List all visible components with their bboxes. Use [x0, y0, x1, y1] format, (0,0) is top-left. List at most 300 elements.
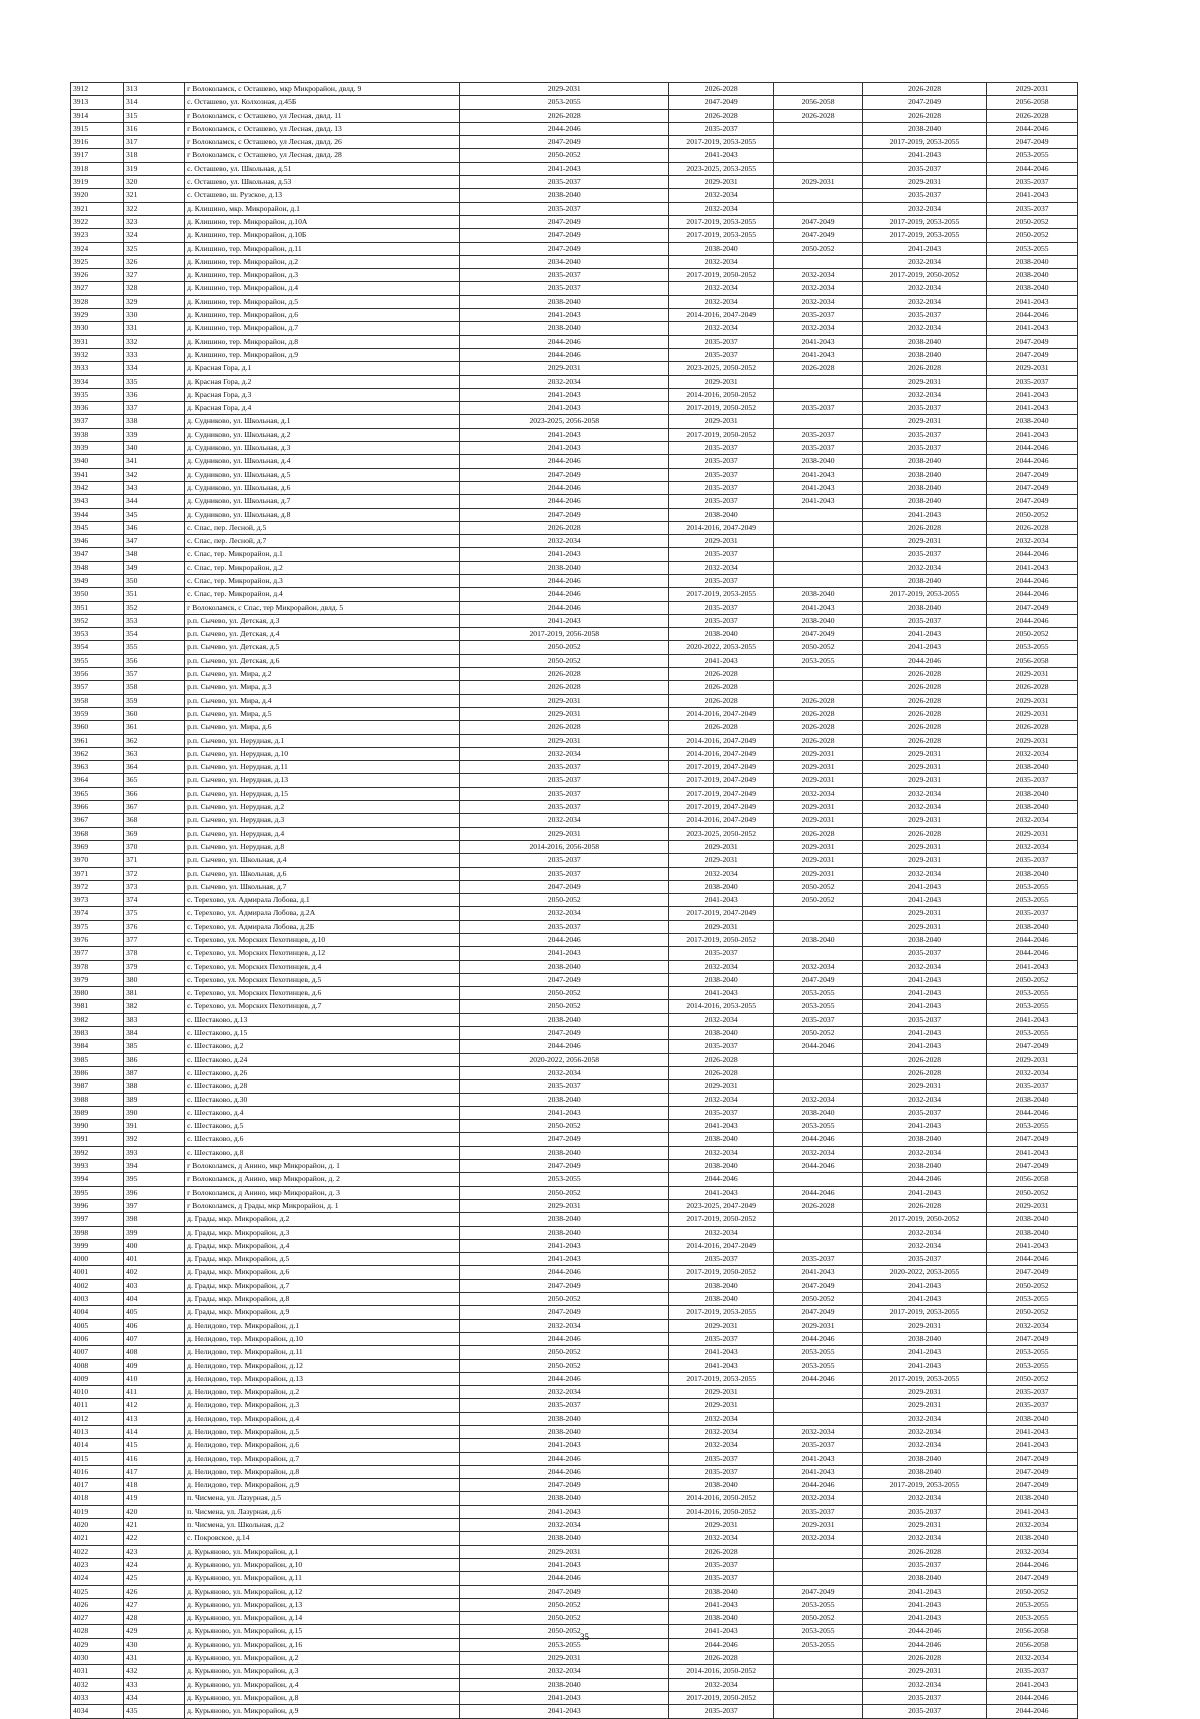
- period-5-cell: 2038-2040: [987, 1532, 1078, 1545]
- period-3-cell: 2053-2055: [774, 1359, 863, 1372]
- row-number-cell: 402: [123, 1266, 184, 1279]
- row-id-cell: 3995: [71, 1186, 124, 1199]
- period-1-cell: 2044-2046: [460, 1372, 669, 1385]
- period-4-cell: 2029-2031: [862, 1080, 986, 1093]
- period-4-cell: 2035-2037: [862, 1253, 986, 1266]
- row-number-cell: 324: [123, 229, 184, 242]
- period-5-cell: 2041-2043: [987, 1239, 1078, 1252]
- address-cell: д. Красная Гора, д.4: [185, 402, 460, 415]
- period-5-cell: 2038-2040: [987, 801, 1078, 814]
- period-2-cell: 2017-2019, 2050-2052: [669, 1213, 774, 1226]
- table-row: [71, 1465, 1078, 1478]
- address-cell: р.п. Сычево, ул. Мира, д.2: [185, 668, 460, 681]
- period-3-cell: 2044-2046: [774, 1479, 863, 1492]
- period-1-cell: 2032-2034: [460, 1519, 669, 1532]
- period-2-cell: 2017-2019, 2047-2049: [669, 761, 774, 774]
- row-id-cell: 3964: [71, 774, 124, 787]
- period-5-cell: 2044-2046: [987, 934, 1078, 947]
- period-5-cell: 2047-2049: [987, 1266, 1078, 1279]
- row-id-cell: 4019: [71, 1505, 124, 1518]
- table-row: [71, 468, 1078, 481]
- period-1-cell: 2026-2028: [460, 109, 669, 122]
- period-2-cell: 2026-2028: [669, 681, 774, 694]
- row-number-cell: 407: [123, 1332, 184, 1345]
- address-cell: д. Грады, мкр. Микрорайон, д.2: [185, 1213, 460, 1226]
- period-5-cell: 2044-2046: [987, 614, 1078, 627]
- period-2-cell: 2026-2028: [669, 694, 774, 707]
- period-4-cell: 2035-2037: [862, 1013, 986, 1026]
- period-4-cell: 2041-2043: [862, 1598, 986, 1611]
- period-4-cell: 2035-2037: [862, 614, 986, 627]
- table-row: [71, 1705, 1078, 1718]
- period-5-cell: 2056-2058: [987, 1625, 1078, 1638]
- row-number-cell: 388: [123, 1080, 184, 1093]
- period-4-cell: 2026-2028: [862, 1652, 986, 1665]
- row-number-cell: 358: [123, 681, 184, 694]
- row-number-cell: 335: [123, 375, 184, 388]
- period-3-cell: 2032-2034: [774, 322, 863, 335]
- period-4-cell: 2032-2034: [862, 787, 986, 800]
- row-id-cell: 3933: [71, 362, 124, 375]
- period-2-cell: 2014-2016, 2047-2049: [669, 707, 774, 720]
- period-4-cell: 2041-2043: [862, 1293, 986, 1306]
- period-2-cell: 2014-2016, 2050-2052: [669, 1505, 774, 1518]
- period-4-cell: 2026-2028: [862, 109, 986, 122]
- row-id-cell: 3915: [71, 122, 124, 135]
- table-row: [71, 920, 1078, 933]
- address-cell: с. Осташево, ул. Школьная, д.53: [185, 176, 460, 189]
- period-3-cell: 2041-2043: [774, 1452, 863, 1465]
- period-3-cell: 2026-2028: [774, 362, 863, 375]
- period-4-cell: 2029-2031: [862, 747, 986, 760]
- period-2-cell: 2014-2016, 2053-2055: [669, 1000, 774, 1013]
- period-4-cell: 2038-2040: [862, 934, 986, 947]
- table-row: [71, 601, 1078, 614]
- period-1-cell: 2047-2049: [460, 1279, 669, 1292]
- period-1-cell: 2044-2046: [460, 1332, 669, 1345]
- period-4-cell: 2041-2043: [862, 880, 986, 893]
- row-number-cell: 351: [123, 588, 184, 601]
- period-2-cell: 2017-2019, 2050-2052: [669, 1266, 774, 1279]
- period-1-cell: 2032-2034: [460, 1386, 669, 1399]
- address-cell: с. Спас, пер. Лесной, д.5: [185, 521, 460, 534]
- period-2-cell: 2041-2043: [669, 1625, 774, 1638]
- period-3-cell: [774, 1066, 863, 1079]
- period-2-cell: 2035-2037: [669, 335, 774, 348]
- period-1-cell: 2029-2031: [460, 707, 669, 720]
- period-5-cell: 2038-2040: [987, 920, 1078, 933]
- address-cell: д. Нелидово, тер. Микрорайон, д.6: [185, 1439, 460, 1452]
- row-number-cell: 346: [123, 521, 184, 534]
- period-5-cell: 2053-2055: [987, 987, 1078, 1000]
- row-id-cell: 3921: [71, 202, 124, 215]
- period-2-cell: 2017-2019, 2050-2052: [669, 269, 774, 282]
- row-number-cell: 326: [123, 255, 184, 268]
- period-2-cell: 2017-2019, 2053-2055: [669, 215, 774, 228]
- period-1-cell: 2041-2043: [460, 548, 669, 561]
- table-row: [71, 1066, 1078, 1079]
- address-cell: д. Клишино, мкр. Микрорайон, д.1: [185, 202, 460, 215]
- period-1-cell: 2035-2037: [460, 1080, 669, 1093]
- period-5-cell: 2041-2043: [987, 1013, 1078, 1026]
- period-4-cell: 2029-2031: [862, 375, 986, 388]
- table-row: [71, 176, 1078, 189]
- row-number-cell: 421: [123, 1519, 184, 1532]
- row-number-cell: 398: [123, 1213, 184, 1226]
- address-cell: г Волоколамск, с Осташево, ул Лесная, двлд. 26: [185, 136, 460, 149]
- period-4-cell: 2032-2034: [862, 255, 986, 268]
- row-number-cell: 420: [123, 1505, 184, 1518]
- address-cell: р.п. Сычево, ул. Мира, д.4: [185, 694, 460, 707]
- address-cell: д. Курьяново, ул. Микрорайон, д.2: [185, 1652, 460, 1665]
- address-cell: г Волоколамск, с Осташево, ул Лесная, двлд. 13: [185, 122, 460, 135]
- row-number-cell: 338: [123, 415, 184, 428]
- period-3-cell: 2032-2034: [774, 787, 863, 800]
- table-row: [71, 840, 1078, 853]
- period-5-cell: 2047-2049: [987, 495, 1078, 508]
- address-cell: д. Красная Гора, д.2: [185, 375, 460, 388]
- period-1-cell: 2032-2034: [460, 907, 669, 920]
- period-5-cell: 2032-2034: [987, 1545, 1078, 1558]
- period-3-cell: 2041-2043: [774, 335, 863, 348]
- row-id-cell: 4031: [71, 1665, 124, 1678]
- row-number-cell: 363: [123, 747, 184, 760]
- row-id-cell: 4026: [71, 1598, 124, 1611]
- row-id-cell: 3987: [71, 1080, 124, 1093]
- period-4-cell: 2035-2037: [862, 309, 986, 322]
- period-1-cell: 2050-2052: [460, 987, 669, 1000]
- period-4-cell: 2035-2037: [862, 1558, 986, 1571]
- period-1-cell: 2032-2034: [460, 1665, 669, 1678]
- period-2-cell: 2032-2034: [669, 1226, 774, 1239]
- period-5-cell: 2032-2034: [987, 840, 1078, 853]
- address-cell: с. Терехово, ул. Морских Пехотинцев, д.12: [185, 947, 460, 960]
- period-1-cell: 2047-2049: [460, 1585, 669, 1598]
- address-cell: с. Шестаково, д.6: [185, 1133, 460, 1146]
- period-2-cell: 2035-2037: [669, 614, 774, 627]
- address-cell: с. Покровское, д.14: [185, 1532, 460, 1545]
- period-1-cell: 2032-2034: [460, 747, 669, 760]
- address-cell: д. Клишино, тер. Микрорайон, д.11: [185, 242, 460, 255]
- row-id-cell: 3961: [71, 734, 124, 747]
- period-4-cell: 2029-2031: [862, 535, 986, 548]
- address-cell: с. Спас, тер. Микрорайон, д.1: [185, 548, 460, 561]
- row-id-cell: 4014: [71, 1439, 124, 1452]
- period-5-cell: 2038-2040: [987, 269, 1078, 282]
- row-number-cell: 434: [123, 1691, 184, 1704]
- address-cell: д. Курьяново, ул. Микрорайон, д.1: [185, 1545, 460, 1558]
- period-5-cell: 2038-2040: [987, 415, 1078, 428]
- period-3-cell: [774, 1053, 863, 1066]
- period-4-cell: 2017-2019, 2053-2055: [862, 1479, 986, 1492]
- row-id-cell: 3937: [71, 415, 124, 428]
- row-number-cell: 321: [123, 189, 184, 202]
- row-id-cell: 4012: [71, 1412, 124, 1425]
- period-5-cell: 2047-2049: [987, 136, 1078, 149]
- period-4-cell: 2044-2046: [862, 654, 986, 667]
- period-5-cell: 2050-2052: [987, 229, 1078, 242]
- period-3-cell: [774, 149, 863, 162]
- address-cell: п. Чисмена, ул. Школьная, д.2: [185, 1519, 460, 1532]
- row-number-cell: 394: [123, 1160, 184, 1173]
- period-1-cell: 2038-2040: [460, 1532, 669, 1545]
- period-4-cell: 2047-2049: [862, 96, 986, 109]
- address-cell: д. Курьяново, ул. Микрорайон, д.13: [185, 1598, 460, 1611]
- address-cell: г Волоколамск, с Спас, тер Микрорайон, двлд. 5: [185, 601, 460, 614]
- period-5-cell: 2047-2049: [987, 1160, 1078, 1173]
- period-2-cell: 2035-2037: [669, 468, 774, 481]
- period-5-cell: 2029-2031: [987, 827, 1078, 840]
- period-1-cell: 2038-2040: [460, 1013, 669, 1026]
- table-row: [71, 614, 1078, 627]
- address-cell: д. Курьяново, ул. Микрорайон, д.8: [185, 1691, 460, 1704]
- table-row: [71, 1612, 1078, 1625]
- period-5-cell: 2050-2052: [987, 508, 1078, 521]
- period-5-cell: 2053-2055: [987, 1000, 1078, 1013]
- row-number-cell: 337: [123, 402, 184, 415]
- period-2-cell: 2020-2022, 2053-2055: [669, 641, 774, 654]
- address-cell: д. Клишино, тер. Микрорайон, д.8: [185, 335, 460, 348]
- period-1-cell: 2044-2046: [460, 1465, 669, 1478]
- period-3-cell: 2032-2034: [774, 1146, 863, 1159]
- table-row: [71, 269, 1078, 282]
- row-number-cell: 339: [123, 428, 184, 441]
- period-2-cell: 2044-2046: [669, 1173, 774, 1186]
- table-row: [71, 1239, 1078, 1252]
- table-row: [71, 495, 1078, 508]
- address-cell: д. Клишино, тер. Микрорайон, д.2: [185, 255, 460, 268]
- address-cell: с. Спас, тер. Микрорайон, д.4: [185, 588, 460, 601]
- row-id-cell: 3947: [71, 548, 124, 561]
- period-2-cell: 2032-2034: [669, 1093, 774, 1106]
- row-number-cell: 328: [123, 282, 184, 295]
- address-cell: р.п. Сычево, ул. Мира, д.6: [185, 721, 460, 734]
- period-1-cell: 2041-2043: [460, 402, 669, 415]
- table-row: [71, 535, 1078, 548]
- address-cell: с. Спас, тер. Микрорайон, д.2: [185, 561, 460, 574]
- table-row: [71, 1053, 1078, 1066]
- address-cell: д. Курьяново, ул. Микрорайон, д.10: [185, 1558, 460, 1571]
- period-1-cell: 2041-2043: [460, 162, 669, 175]
- period-2-cell: 2032-2034: [669, 189, 774, 202]
- period-4-cell: 2041-2043: [862, 1000, 986, 1013]
- row-id-cell: 3994: [71, 1173, 124, 1186]
- period-4-cell: 2026-2028: [862, 83, 986, 96]
- period-1-cell: 2041-2043: [460, 428, 669, 441]
- row-number-cell: 341: [123, 455, 184, 468]
- period-3-cell: [774, 521, 863, 534]
- address-cell: д. Судниково, ул. Школьная, д.7: [185, 495, 460, 508]
- table-row: [71, 375, 1078, 388]
- period-2-cell: 2032-2034: [669, 1425, 774, 1438]
- period-1-cell: 2029-2031: [460, 827, 669, 840]
- table-row: [71, 362, 1078, 375]
- row-number-cell: 357: [123, 668, 184, 681]
- period-3-cell: 2026-2028: [774, 694, 863, 707]
- period-5-cell: 2050-2052: [987, 1585, 1078, 1598]
- period-1-cell: 2035-2037: [460, 867, 669, 880]
- table-row: [71, 348, 1078, 361]
- table-row: [71, 1452, 1078, 1465]
- period-4-cell: 2041-2043: [862, 1040, 986, 1053]
- address-cell: д. Нелидово, тер. Микрорайон, д.2: [185, 1386, 460, 1399]
- period-5-cell: 2053-2055: [987, 1027, 1078, 1040]
- address-cell: с. Шестаково, д.2: [185, 1040, 460, 1053]
- period-5-cell: 2053-2055: [987, 894, 1078, 907]
- period-3-cell: 2032-2034: [774, 282, 863, 295]
- period-3-cell: 2029-2031: [774, 1319, 863, 1332]
- row-number-cell: 316: [123, 122, 184, 135]
- address-cell: г Волоколамск, д Анино, мкр Микрорайон, д. 3: [185, 1186, 460, 1199]
- period-5-cell: 2026-2028: [987, 109, 1078, 122]
- table-row: [71, 1253, 1078, 1266]
- row-id-cell: 3938: [71, 428, 124, 441]
- row-id-cell: 3935: [71, 388, 124, 401]
- table-row: [71, 1665, 1078, 1678]
- address-cell: д. Нелидово, тер. Микрорайон, д.5: [185, 1425, 460, 1438]
- address-cell: с. Спас, тер. Микрорайон, д.3: [185, 574, 460, 587]
- row-id-cell: 4021: [71, 1532, 124, 1545]
- period-4-cell: 2029-2031: [862, 1386, 986, 1399]
- period-3-cell: 2035-2037: [774, 1439, 863, 1452]
- period-2-cell: 2035-2037: [669, 601, 774, 614]
- period-1-cell: 2038-2040: [460, 322, 669, 335]
- period-3-cell: 2044-2046: [774, 1133, 863, 1146]
- period-1-cell: 2041-2043: [460, 1691, 669, 1704]
- period-1-cell: 2041-2043: [460, 1505, 669, 1518]
- period-5-cell: 2041-2043: [987, 402, 1078, 415]
- period-3-cell: [774, 1213, 863, 1226]
- row-id-cell: 3944: [71, 508, 124, 521]
- period-2-cell: 2038-2040: [669, 242, 774, 255]
- table-row: [71, 1359, 1078, 1372]
- address-cell: с. Осташево, ш. Рузское, д.13: [185, 189, 460, 202]
- period-1-cell: 2050-2052: [460, 1120, 669, 1133]
- period-5-cell: 2047-2049: [987, 1465, 1078, 1478]
- row-id-cell: 4000: [71, 1253, 124, 1266]
- period-5-cell: 2047-2049: [987, 1572, 1078, 1585]
- period-2-cell: 2041-2043: [669, 149, 774, 162]
- period-1-cell: 2032-2034: [460, 814, 669, 827]
- period-4-cell: 2035-2037: [862, 442, 986, 455]
- row-id-cell: 3983: [71, 1027, 124, 1040]
- row-id-cell: 3945: [71, 521, 124, 534]
- row-id-cell: 3923: [71, 229, 124, 242]
- row-number-cell: 431: [123, 1652, 184, 1665]
- row-id-cell: 3942: [71, 481, 124, 494]
- period-1-cell: 2034-2040: [460, 255, 669, 268]
- row-id-cell: 4023: [71, 1558, 124, 1571]
- period-3-cell: 2035-2037: [774, 428, 863, 441]
- row-id-cell: 3955: [71, 654, 124, 667]
- period-1-cell: 2041-2043: [460, 1705, 669, 1718]
- period-5-cell: 2035-2037: [987, 202, 1078, 215]
- period-2-cell: 2032-2034: [669, 960, 774, 973]
- period-4-cell: 2035-2037: [862, 189, 986, 202]
- period-1-cell: 2044-2046: [460, 588, 669, 601]
- period-3-cell: [774, 122, 863, 135]
- table-row: [71, 973, 1078, 986]
- period-5-cell: 2053-2055: [987, 242, 1078, 255]
- period-3-cell: 2029-2031: [774, 1519, 863, 1532]
- address-cell: р.п. Сычево, ул. Детская, д.6: [185, 654, 460, 667]
- period-1-cell: 2044-2046: [460, 1266, 669, 1279]
- row-id-cell: 3956: [71, 668, 124, 681]
- period-4-cell: 2029-2031: [862, 1399, 986, 1412]
- row-id-cell: 4007: [71, 1346, 124, 1359]
- row-id-cell: 3958: [71, 694, 124, 707]
- period-1-cell: 2038-2040: [460, 1678, 669, 1691]
- row-id-cell: 3988: [71, 1093, 124, 1106]
- row-id-cell: 3925: [71, 255, 124, 268]
- period-5-cell: 2032-2034: [987, 1066, 1078, 1079]
- period-5-cell: 2041-2043: [987, 189, 1078, 202]
- row-id-cell: 3941: [71, 468, 124, 481]
- address-cell: д. Нелидово, тер. Микрорайон, д.13: [185, 1372, 460, 1385]
- period-4-cell: 2029-2031: [862, 1319, 986, 1332]
- period-1-cell: 2038-2040: [460, 1213, 669, 1226]
- table-row: [71, 189, 1078, 202]
- period-4-cell: 2038-2040: [862, 1452, 986, 1465]
- table-row: [71, 1545, 1078, 1558]
- period-1-cell: 2035-2037: [460, 787, 669, 800]
- period-3-cell: 2047-2049: [774, 215, 863, 228]
- period-4-cell: 2035-2037: [862, 548, 986, 561]
- table-row: [71, 255, 1078, 268]
- address-cell: с. Шестаково, д.5: [185, 1120, 460, 1133]
- period-3-cell: 2029-2031: [774, 176, 863, 189]
- row-id-cell: 3957: [71, 681, 124, 694]
- period-5-cell: 2053-2055: [987, 149, 1078, 162]
- period-4-cell: 2041-2043: [862, 973, 986, 986]
- period-5-cell: 2032-2034: [987, 1652, 1078, 1665]
- period-4-cell: 2020-2022, 2053-2055: [862, 1266, 986, 1279]
- period-3-cell: 2041-2043: [774, 601, 863, 614]
- address-cell: г Волоколамск, д Анино, мкр Микрорайон, д. 1: [185, 1160, 460, 1173]
- period-1-cell: 2020-2022, 2056-2058: [460, 1053, 669, 1066]
- table-row: [71, 894, 1078, 907]
- row-number-cell: 349: [123, 561, 184, 574]
- period-2-cell: 2026-2028: [669, 1066, 774, 1079]
- row-number-cell: 416: [123, 1452, 184, 1465]
- address-cell: д. Судниково, ул. Школьная, д.2: [185, 428, 460, 441]
- row-number-cell: 360: [123, 707, 184, 720]
- row-id-cell: 3916: [71, 136, 124, 149]
- period-1-cell: 2029-2031: [460, 1199, 669, 1212]
- period-5-cell: 2047-2049: [987, 1479, 1078, 1492]
- period-2-cell: 2032-2034: [669, 202, 774, 215]
- period-4-cell: 2032-2034: [862, 1425, 986, 1438]
- row-id-cell: 4005: [71, 1319, 124, 1332]
- row-number-cell: 355: [123, 641, 184, 654]
- period-5-cell: 2053-2055: [987, 880, 1078, 893]
- period-4-cell: 2038-2040: [862, 495, 986, 508]
- address-cell: д. Грады, мкр. Микрорайон, д.4: [185, 1239, 460, 1252]
- table-row: [71, 1412, 1078, 1425]
- period-5-cell: 2044-2046: [987, 309, 1078, 322]
- table-row: [71, 947, 1078, 960]
- period-3-cell: 2038-2040: [774, 614, 863, 627]
- row-number-cell: 313: [123, 83, 184, 96]
- period-3-cell: [774, 255, 863, 268]
- period-3-cell: 2047-2049: [774, 1585, 863, 1598]
- row-number-cell: 377: [123, 934, 184, 947]
- address-cell: п. Чисмена, ул. Лазурная, д.5: [185, 1492, 460, 1505]
- row-id-cell: 3926: [71, 269, 124, 282]
- row-id-cell: 3991: [71, 1133, 124, 1146]
- period-3-cell: 2026-2028: [774, 721, 863, 734]
- period-3-cell: 2053-2055: [774, 1346, 863, 1359]
